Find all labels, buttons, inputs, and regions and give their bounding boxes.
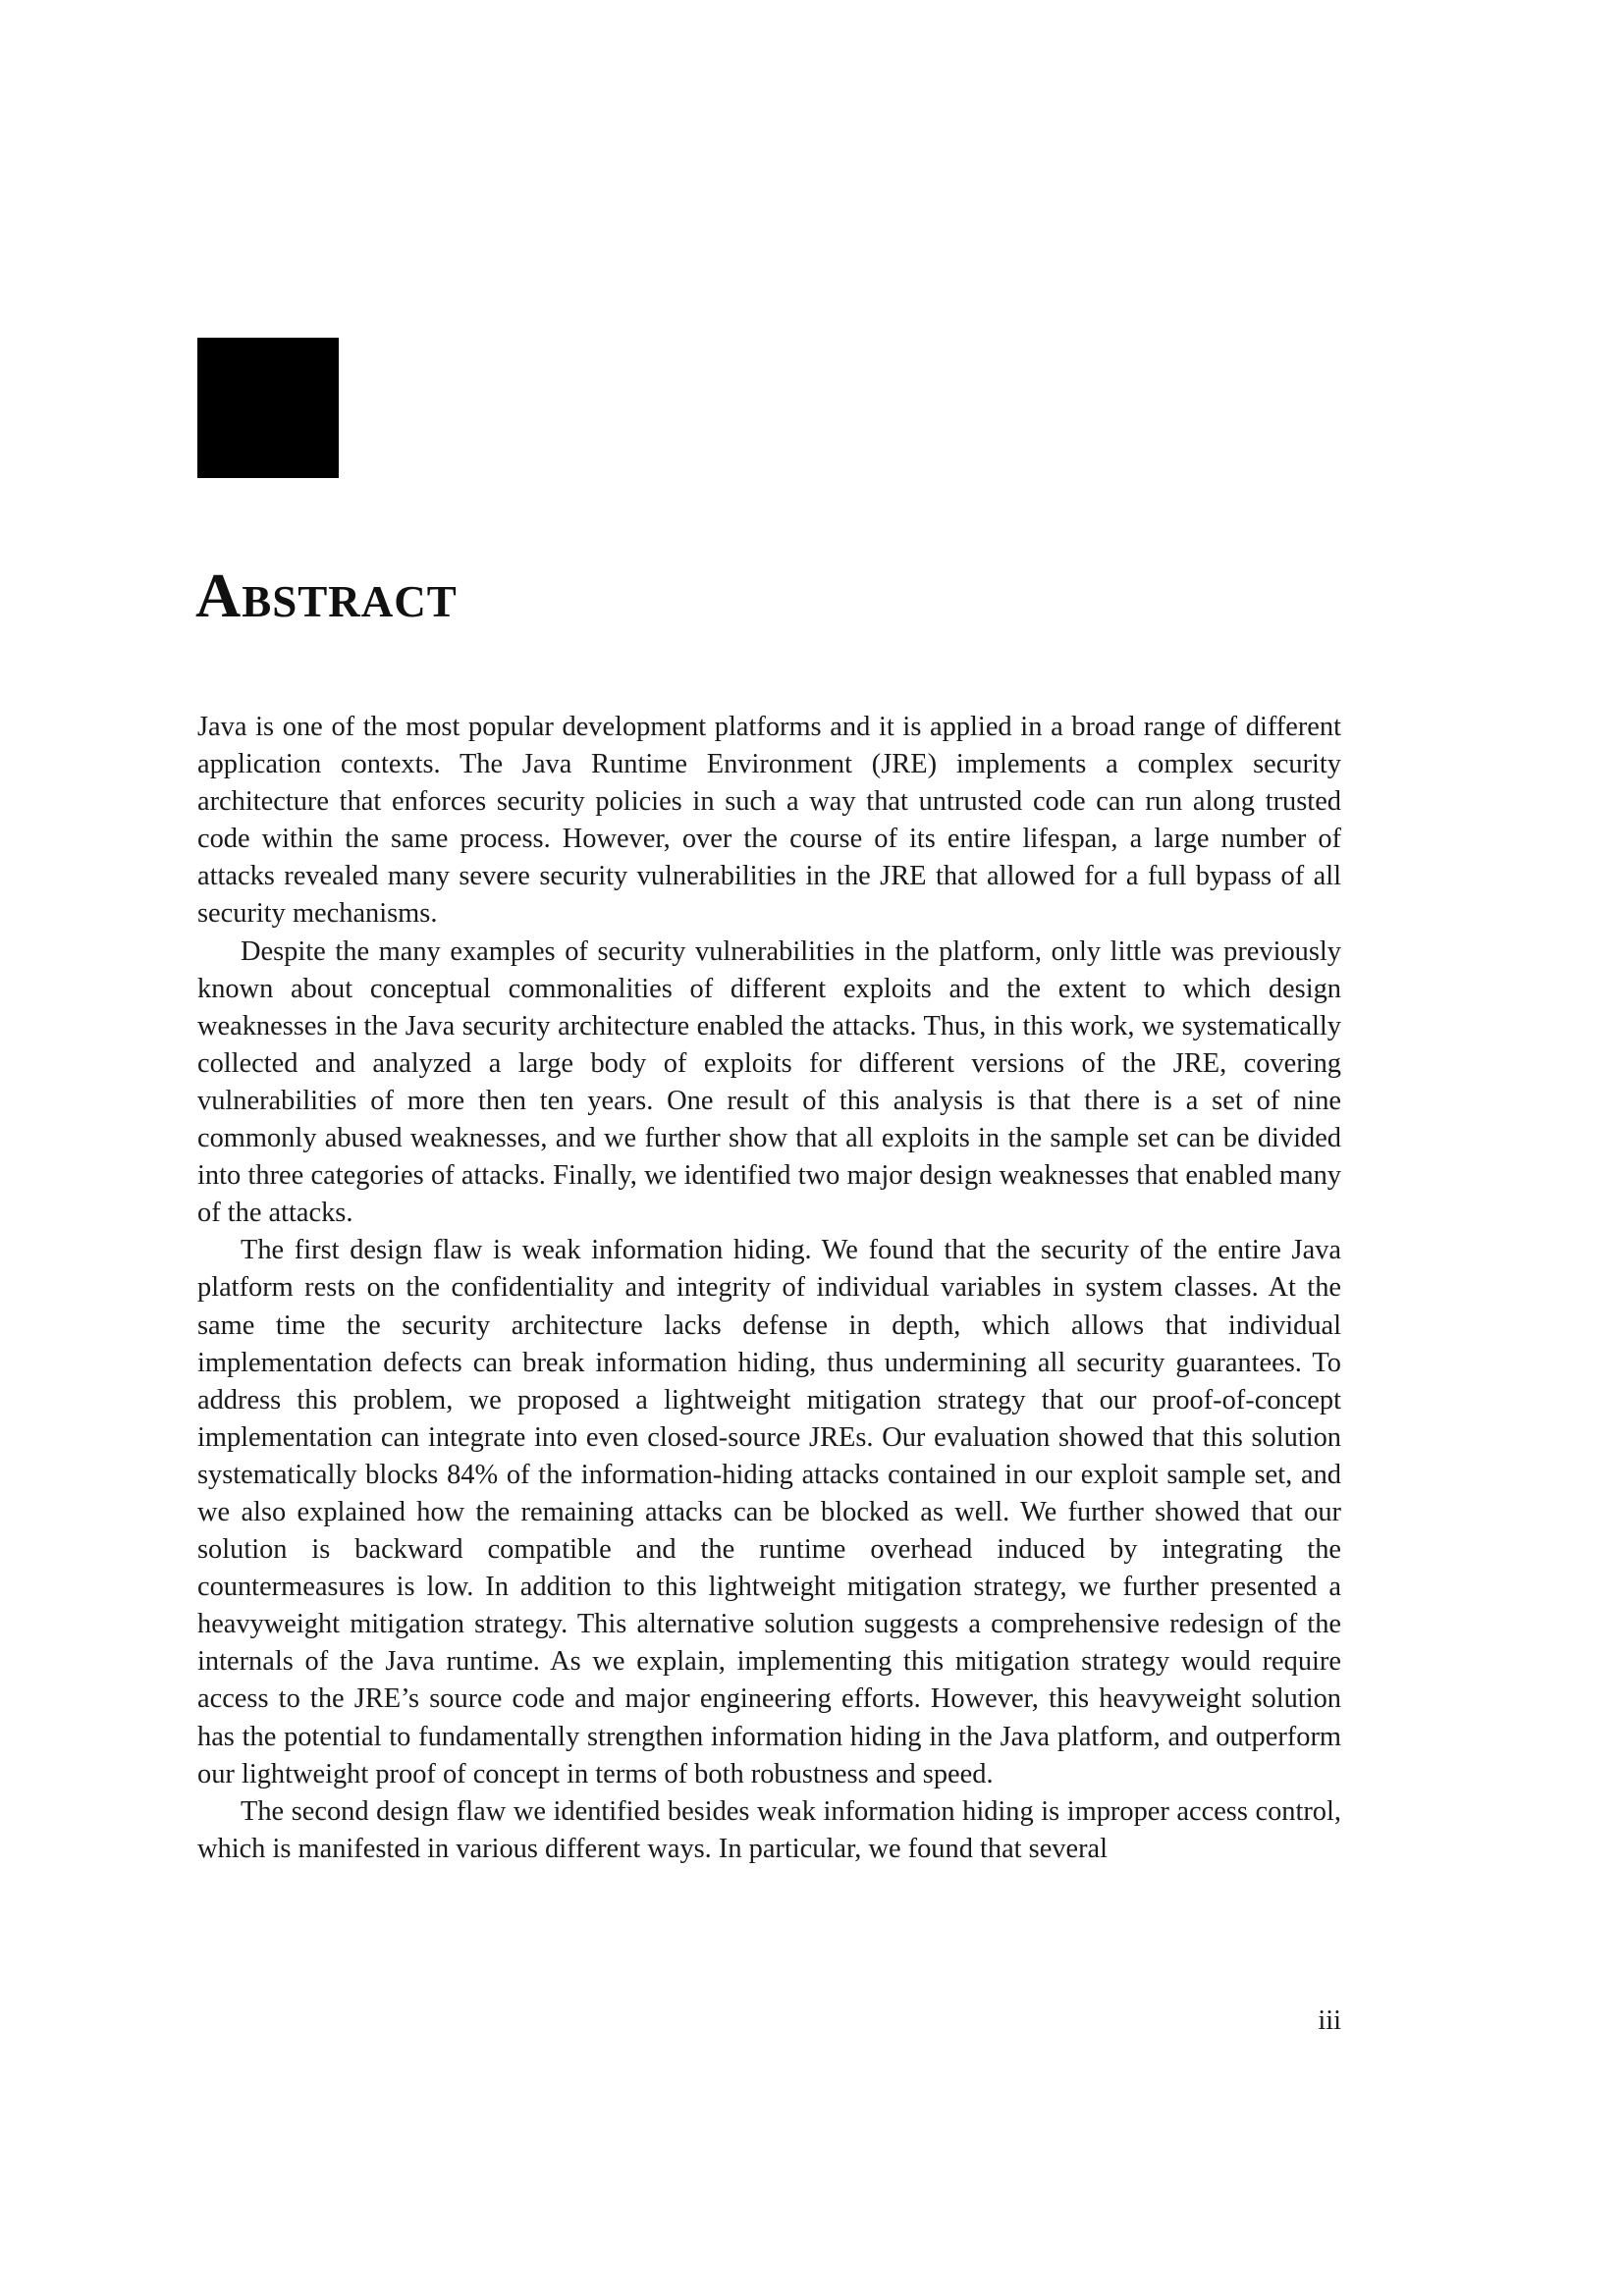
abstract-body [197,709,1341,1868]
abstract-heading: Abstract [195,561,458,630]
abstract-paragraph-1: Java is one of the most popular development platforms and it is applied in a broad range of different application contexts. The Java Runtime Environment (JRE) implements a complex security architecture that enforces security policies in such a way that untrusted code can run along trusted code within the same process. However, over the course of its entire lifespan, a large number of attacks revealed many severe security vulnerabilities in the JRE that allowed for a full bypass of all security mechanisms. [197,712,1341,930]
abstract-paragraph-4: The second design flaw we identified besides weak information hiding is improper access control, which is manifested in various different ways. In particular, we found that several [197,1795,1341,1864]
abstract-paragraph-3: The first design flaw is weak information hiding. We found that the security of the entire Java platform rests on the confidentiality and integrity of individual variables in system classes. At the same time the security architecture lacks defense in depth, which allows that individual implementation defects can break information hiding, thus undermining all security guarantees. To address this problem, we proposed a lightweight mitigation strategy that our proof-of-concept implementation can integrate into even closed-source JREs. Our evaluation showed that this solution systematically blocks 84% of the information-hiding attacks contained in our exploit sample set, and we also explained how the remaining attacks can be blocked as well. We further showed that our solution is backward compatible and the runtime overhead induced by integrating the countermeasures is low. In addition to this lightweight mitigation strategy, we further presented a heavyweight mitigation strategy. This alternative solution suggests a comprehensive redesign of the internals of the Java runtime. As we explain, implementing this mitigation strategy would require access to the JRE’s source code and major engineering efforts. However, this heavyweight solution has the potential to fundamentally strengthen information hiding in the Java platform, and outperform our lightweight proof of concept in terms of both robustness and speed. [197,1235,1341,1789]
abstract-paragraph-2: Despite the many examples of security vulnerabilities in the platform, only little was previously known about conceptual commonalities of different exploits and the extent to which design weaknesses in the Java security architecture enabled the attacks. Thus, in this work, we systematically collected and analyzed a large body of exploits for different versions of the JRE, covering vulnerabilities of more then ten years. One result of this analysis is that there is a set of nine commonly abused weaknesses, and we further show that all exploits in the sample set can be divided into three categories of attacks. Finally, we identified two major design weaknesses that enabled many of the attacks. [197,935,1341,1229]
chapter-marker-block [197,338,339,478]
page-number: iii [1318,2005,1341,2036]
